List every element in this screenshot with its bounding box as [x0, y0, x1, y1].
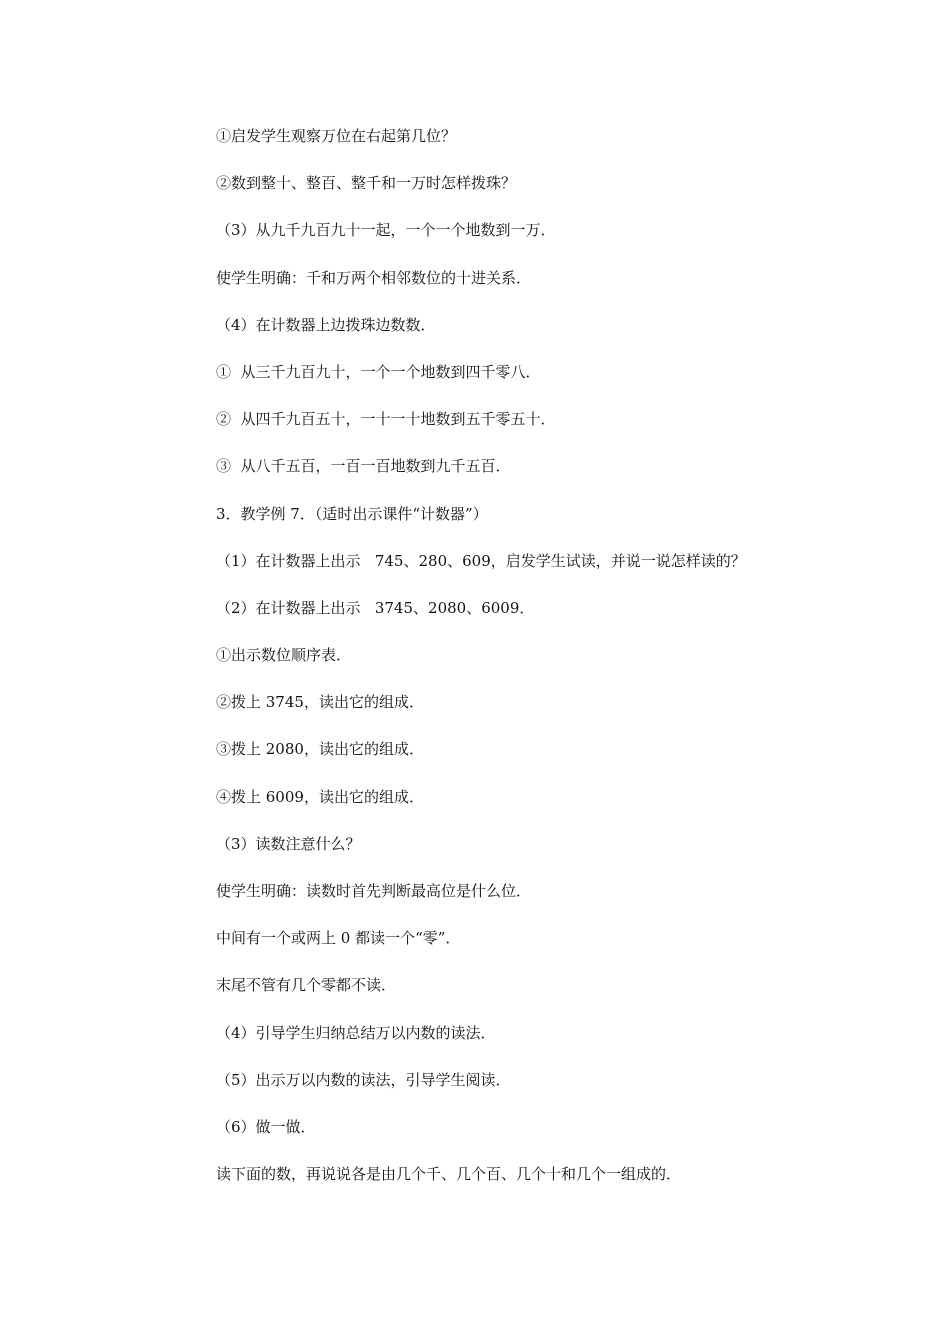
text-line: （4）在计数器上边拨珠边数数． [216, 315, 436, 334]
text-line: 使学生明确：千和万两个相邻数位的十进关系． [216, 268, 532, 287]
text-line: （3）读数注意什么？ [216, 834, 361, 853]
section-heading: 3．教学例 7．（适时出示课件“计数器”） [216, 504, 488, 523]
text-line: （3）从九千九百九十一起，一个一个地数到一万． [216, 221, 556, 240]
document-body [216, 124, 866, 1209]
text-line: 中间有一个或两上 0 都读一个“零”． [216, 929, 461, 948]
text-line: 末尾不管有几个零都不读． [216, 976, 397, 995]
text-line: ①出示数位顺序表． [216, 646, 352, 665]
text-line: ③拨上 2080，读出它的组成． [216, 740, 424, 759]
text-line: ②拨上 3745，读出它的组成． [216, 693, 424, 712]
text-line: （4）引导学生归纳总结万以内数的读法． [216, 1023, 496, 1042]
text-line: （1）在计数器上出示 745、280、609，启发学生试读，并说一说怎样读的？ [216, 551, 746, 570]
text-line: 使学生明确：读数时首先判断最高位是什么位． [216, 882, 532, 900]
text-line: ① 从三千九百九十，一个一个地数到四千零八． [216, 362, 541, 381]
text-line: ②数到整十、整百、整千和一万时怎样拨珠？ [216, 174, 517, 193]
text-line: 读下面的数，再说说各是由几个千、几个百、几个十和几个一组成的． [216, 1165, 682, 1184]
text-line: ①启发学生观察万位在右起第几位？ [216, 127, 457, 145]
text-line: （6）做一做． [216, 1117, 316, 1136]
text-line: （2）在计数器上出示 3745、2080、6009． [216, 598, 535, 617]
text-line: （5）出示万以内数的读法，引导学生阅读． [216, 1070, 511, 1089]
text-line: ④拨上 6009，读出它的组成． [216, 787, 424, 806]
text-line: ② 从四千九百五十，一十一十地数到五千零五十． [216, 410, 556, 429]
text-line: ③ 从八千五百，一百一百地数到九千五百． [216, 457, 511, 476]
